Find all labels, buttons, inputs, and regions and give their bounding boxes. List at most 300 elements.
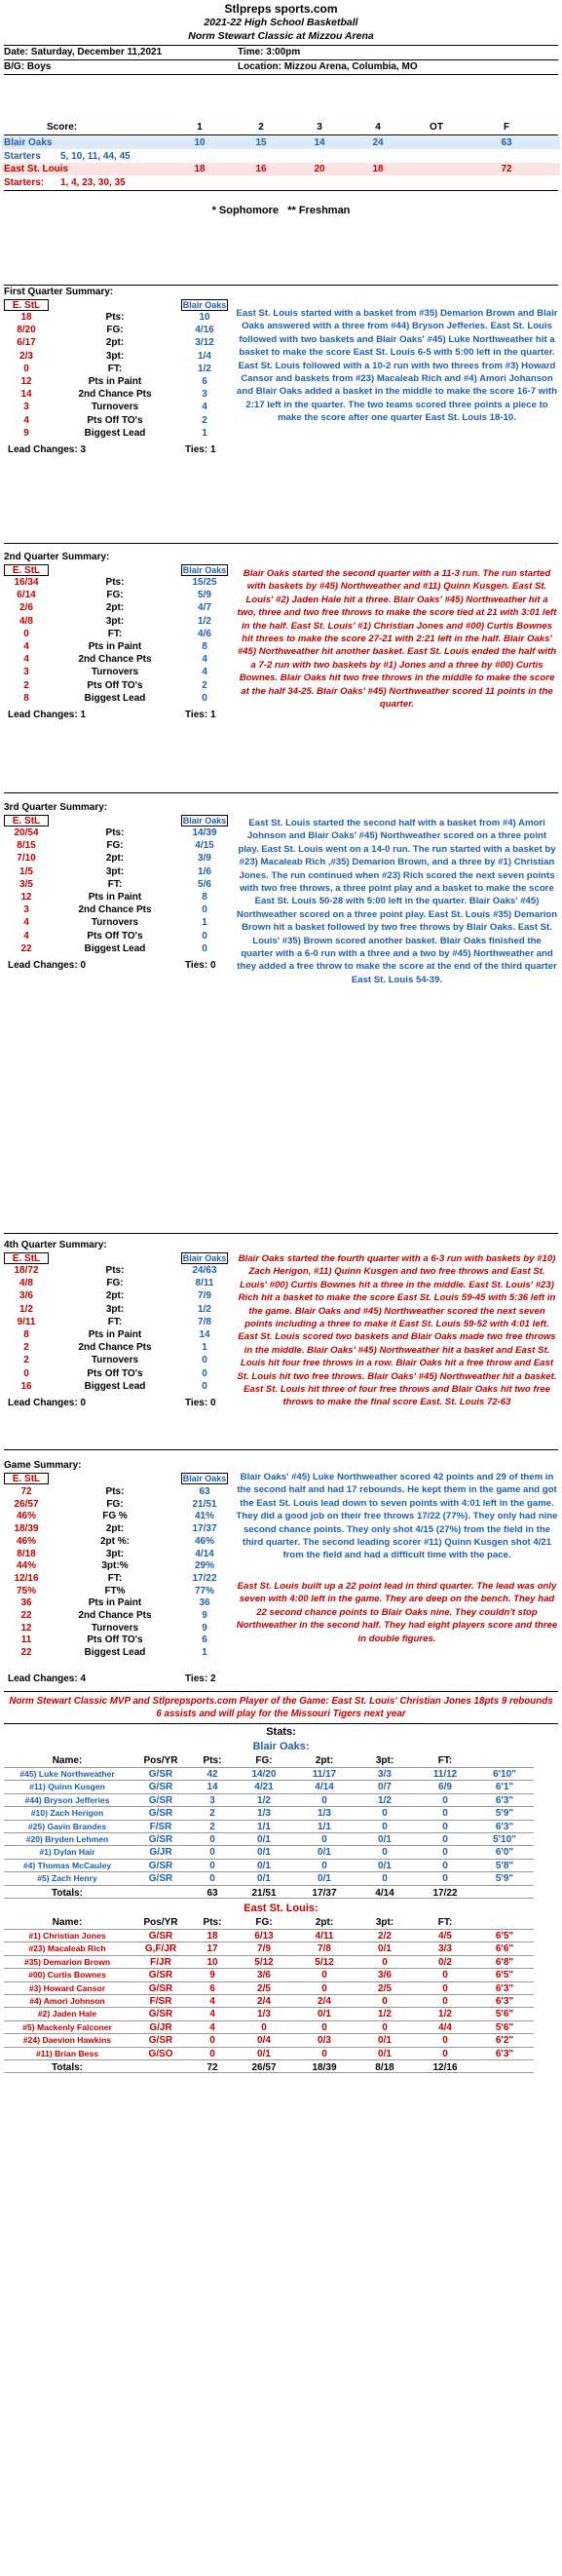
stat-label: Turnovers xyxy=(91,402,139,413)
blair-stat: 8 xyxy=(202,892,207,903)
stat-label: 3pt:% xyxy=(101,1560,129,1572)
quarter-score: 18 xyxy=(372,164,384,174)
stat-label: 2nd Chance Pts xyxy=(78,389,152,401)
player-row: 3/6 xyxy=(378,1970,392,1981)
blair-stat: 1/2 xyxy=(198,363,211,374)
player-row: 0/3 xyxy=(318,2035,331,2047)
divider xyxy=(4,45,558,46)
player-row: 5/12 xyxy=(254,1956,274,1968)
player-row: 0/1 xyxy=(257,1860,271,1871)
stat-label: 3pt: xyxy=(105,615,125,627)
stat-label: 3pt: xyxy=(105,1303,125,1315)
esl-stat: 2 xyxy=(23,679,29,691)
grid-line xyxy=(4,1832,534,1833)
player-row: 14 xyxy=(206,1782,218,1793)
player-row: 0/2 xyxy=(438,1956,452,1968)
player-row: 5'8" xyxy=(495,1860,514,1871)
player-row: 0 xyxy=(382,1821,388,1832)
blair-header: Blair Oaks xyxy=(182,1253,227,1263)
player-row: 0 xyxy=(209,1873,215,1885)
grid-line xyxy=(4,1968,534,1969)
ties: Ties: 0 xyxy=(185,960,216,971)
player-row: G/SR xyxy=(148,1769,173,1780)
esl-stat: 0 xyxy=(23,628,29,639)
player-row: G/JR xyxy=(149,1847,172,1859)
player-row: 0 xyxy=(442,1808,448,1820)
player-row: 2/5 xyxy=(257,1982,271,1994)
gender: B/G: Boys xyxy=(4,61,52,72)
player-row: 0 xyxy=(442,2035,448,2047)
grid-line xyxy=(4,2072,534,2073)
player-row: 4/14 xyxy=(315,1782,334,1793)
stat-label: 2pt: xyxy=(105,1290,125,1302)
blair-stat: 0 xyxy=(202,1367,207,1379)
player-row: 1/2 xyxy=(378,2009,392,2020)
player-row: #23) Macaleab Rich xyxy=(28,1943,106,1954)
player-row: 2/4 xyxy=(318,1996,331,2007)
blair-stat: 14/39 xyxy=(192,827,217,838)
player-row: 0/1 xyxy=(257,1873,271,1885)
blair-stat: 5/6 xyxy=(198,878,211,890)
player-row: 0/1 xyxy=(378,1943,392,1955)
esl-stat: 8/20 xyxy=(17,325,36,336)
stat-label: Pts Off TO's xyxy=(87,1634,143,1646)
blair-stat: 1/6 xyxy=(198,865,211,877)
divider xyxy=(4,1233,558,1234)
grid-line xyxy=(4,1859,534,1860)
column-header: Pos/YR xyxy=(143,1755,178,1766)
esl-stat: 0 xyxy=(23,363,29,374)
game-location: Location: Mizzou Arena, Columbia, MO xyxy=(238,61,418,72)
player-row: 4/21 xyxy=(254,1782,274,1793)
starters-label: Starters xyxy=(4,151,41,162)
stat-label: Pts Off TO's xyxy=(87,414,143,426)
player-row: 4/11 xyxy=(315,1931,334,1942)
player-row: 5'10" xyxy=(493,1834,516,1845)
summary-text: Blair Oaks' #45) Luke Northweather scored 42 points and 29 of them in the second half and had 17 rebounds. He kept them in the game and got the East St. Louis lead down to seven points with 4:01 left in the game. They did a good job on their free throws 17/22 (77%). They only had nine second chance points. They only shot 4/15 (27%) from the field in the third quarter. The second leading scorer #11) Quinn Kusgen shot 4/21 from the field and had a difficult time with the pace. xyxy=(236,1472,558,1561)
quarter-score: 63 xyxy=(501,137,512,148)
player-row: 0 xyxy=(209,2048,215,2059)
blair-stat: 1/4 xyxy=(198,350,211,362)
blair-stat: 10 xyxy=(199,312,210,323)
esl-stat: 2 xyxy=(23,1355,29,1366)
player-row: 0/1 xyxy=(318,2009,331,2020)
blair-stat: 8/11 xyxy=(195,1278,214,1289)
blair-stat: 3/9 xyxy=(198,853,211,865)
divider xyxy=(4,1691,558,1692)
totals-row: 8/18 xyxy=(375,2062,394,2073)
quarter-score: 14 xyxy=(314,137,325,148)
player-row: 0/1 xyxy=(257,1834,271,1845)
blair-stat: 7/8 xyxy=(198,1316,211,1327)
player-row: G/SR xyxy=(148,1982,173,1994)
blair-header: Blair Oaks xyxy=(182,300,227,310)
player-row: 0 xyxy=(321,1982,327,1994)
player-row: 3/6 xyxy=(257,1970,271,1981)
column-header: Pts: xyxy=(203,1917,222,1928)
lead-changes: Lead Changes: 0 xyxy=(8,960,87,971)
player-row: 0 xyxy=(442,1860,448,1871)
esl-stat: 18/39 xyxy=(14,1523,39,1535)
esl-stat: 22 xyxy=(20,942,32,954)
column-header: FG: xyxy=(255,1917,273,1928)
player-row: 0 xyxy=(382,1956,388,1968)
blair-stat: 29% xyxy=(194,1560,214,1572)
player-row: 18 xyxy=(206,1931,218,1942)
esl-stat: 6/14 xyxy=(17,590,36,601)
totals-row: 17/37 xyxy=(312,1888,337,1899)
esl-header: E. StL xyxy=(4,815,49,827)
player-row: 3 xyxy=(209,1794,215,1806)
player-row: G/SR xyxy=(148,1931,173,1942)
player-row: 1/1 xyxy=(257,1821,271,1832)
stat-label: 3pt: xyxy=(105,865,125,877)
grid-line xyxy=(4,1845,534,1846)
player-row: #11) Quinn Kusgen xyxy=(29,1782,105,1792)
stat-label: FT: xyxy=(107,1316,123,1327)
divider xyxy=(4,74,558,75)
player-row: #44) Bryson Jefferies xyxy=(24,1794,110,1805)
stat-label: FT: xyxy=(107,878,123,890)
player-row: 1/2 xyxy=(257,1794,271,1806)
player-row: 0 xyxy=(209,1834,215,1845)
blair-stat: 0 xyxy=(202,942,207,954)
player-row: 3/3 xyxy=(438,1943,452,1955)
esl-stat: 18 xyxy=(20,312,32,323)
blair-header: Blair Oaks xyxy=(182,816,227,826)
stat-label: Pts in Paint xyxy=(88,892,142,903)
grid-line xyxy=(4,1780,534,1781)
column-header: 3pt: xyxy=(375,1917,394,1928)
quarter-score: 18 xyxy=(194,164,206,174)
esl-stat: 16 xyxy=(20,1380,32,1392)
class-legend: * Sophomore ** Freshman xyxy=(211,205,351,216)
player-row: 4 xyxy=(209,2009,215,2020)
player-row: 6'3" xyxy=(495,1982,514,1994)
column-header: 2pt: xyxy=(315,1755,334,1766)
player-row: 1/2 xyxy=(378,1794,392,1806)
column-header: Pts: xyxy=(203,1755,222,1766)
blair-header: Blair Oaks xyxy=(182,1474,227,1483)
player-row: 6'3" xyxy=(495,1794,514,1806)
player-row: G/SR xyxy=(148,1782,173,1793)
summary-text: East St. Louis started the second half with a basket from #4) Amori Johnson and Blair Oaks' #45) Northweather scored on a three point play. East St. Louis went on a 14-0 run. The run started with a basket by #23) Macaleab Rich ,#35) Demarion Brown, and a three by #1) Christian Jones. The run continued when #23) Rich scored the next seven points with two free throws, a three point play and a basket to make the score East St. Louis 50-28 with 5:00 left in the quarter. Blair Oaks' #45) Northweather scored on a three point play. East St. Louis #35) Demarion Brown hit a basket followed by two free throws by Blair Oaks. East St. Louis' #35) Brown scored another basket. Blair Oaks finished the quarter with a 6-0 run with a three and a two by #45) Northweather and they added a free throw to make the score at the end of the third quarter East St. Louis 54-39. xyxy=(236,818,558,985)
stat-label: 2nd Chance Pts xyxy=(78,1342,152,1354)
stat-label: FG % xyxy=(102,1511,128,1522)
blair-stat: 1 xyxy=(202,427,207,439)
blair-stat: 9 xyxy=(202,1622,207,1634)
esl-stats-title: East St. Louis: xyxy=(244,1903,318,1914)
ties: Ties: 1 xyxy=(185,710,216,720)
blair-stat: 3 xyxy=(202,389,207,401)
stat-label: FT: xyxy=(107,363,123,374)
stat-label: 2pt: xyxy=(105,602,125,614)
esl-header: E. StL xyxy=(4,1473,49,1484)
blair-stat: 4/6 xyxy=(198,628,211,639)
totals-row: 72 xyxy=(206,2062,218,2073)
grid-line xyxy=(4,2007,534,2008)
team-name: East St. Louis xyxy=(4,164,69,174)
ties: Ties: 0 xyxy=(185,1398,216,1408)
player-row: 1/2 xyxy=(438,2009,452,2020)
player-row: 0 xyxy=(209,1860,215,1871)
stat-label: FG: xyxy=(106,1278,124,1289)
player-row: 0 xyxy=(442,1847,448,1859)
section-title: Game Summary: xyxy=(4,1460,82,1471)
esl-stat: 11 xyxy=(20,1634,32,1646)
lead-changes: Lead Changes: 0 xyxy=(8,1398,87,1408)
lead-changes: Lead Changes: 4 xyxy=(8,1673,87,1684)
blair-stat: 8 xyxy=(202,641,207,652)
blair-stat: 2 xyxy=(202,414,207,426)
player-row: 7/9 xyxy=(257,1943,271,1955)
player-row: #5) Zach Henry xyxy=(37,1873,97,1884)
player-row: 0 xyxy=(442,1794,448,1806)
esl-stat: 4/8 xyxy=(19,615,33,627)
esl-stat: 12 xyxy=(20,892,32,903)
stat-label: 2nd Chance Pts xyxy=(78,904,152,916)
score-col-header: 1 xyxy=(197,122,203,133)
stat-label: Pts: xyxy=(105,312,125,323)
blair-stat: 24/63 xyxy=(192,1265,217,1276)
grid-line xyxy=(4,1767,534,1768)
esl-stat: 8/18 xyxy=(17,1548,36,1559)
player-row: 0 xyxy=(209,1847,215,1859)
grid-line xyxy=(4,1994,534,1995)
stat-label: Turnovers xyxy=(91,917,139,929)
player-row: 1/3 xyxy=(318,1808,331,1820)
divider xyxy=(4,59,558,60)
score-row-bg xyxy=(2,163,560,175)
esl-stat: 8/15 xyxy=(17,840,36,852)
esl-stat: 44% xyxy=(16,1560,36,1572)
player-row: 0 xyxy=(382,1873,388,1885)
player-row: 4 xyxy=(209,2021,215,2033)
stats-title: Stats: xyxy=(266,1726,296,1738)
player-row: 5'9" xyxy=(495,1808,514,1820)
player-row: G/SR xyxy=(148,1860,173,1871)
esl-stat: 46% xyxy=(16,1511,36,1522)
blair-stat: 9 xyxy=(202,1610,207,1621)
player-row: 0 xyxy=(382,2021,388,2033)
totals-row: 18/39 xyxy=(312,2062,337,2073)
esl-stat: 2/6 xyxy=(19,602,33,614)
esl-stat: 12/16 xyxy=(14,1572,39,1584)
blair-stat: 7/9 xyxy=(198,1290,211,1302)
blair-stat: 46% xyxy=(194,1535,214,1547)
player-row: 6'10" xyxy=(493,1769,516,1780)
score-col-header: 4 xyxy=(375,122,381,133)
esl-header: E. StL xyxy=(4,1252,49,1264)
blair-stat: 2 xyxy=(202,679,207,691)
blair-stat: 1 xyxy=(202,1342,207,1354)
stat-label: Pts in Paint xyxy=(88,641,142,652)
blair-stat: 17/22 xyxy=(192,1572,217,1584)
player-row: 6'3" xyxy=(495,1821,514,1832)
player-row: #1) Christian Jones xyxy=(28,1931,106,1941)
stat-label: 2nd Chance Pts xyxy=(78,1610,152,1621)
totals-row: Totals: xyxy=(51,2062,84,2073)
blair-stat: 4 xyxy=(202,402,207,413)
player-row: G/SR xyxy=(148,1873,173,1885)
player-row: 0 xyxy=(321,2021,327,2033)
blair-stat: 17/37 xyxy=(192,1523,217,1535)
player-row: 0 xyxy=(321,1794,327,1806)
stat-label: Pts: xyxy=(105,827,125,838)
stat-label: Pts in Paint xyxy=(88,376,142,387)
player-row: 0 xyxy=(382,1996,388,2007)
section-title: 3rd Quarter Summary: xyxy=(4,802,108,813)
blair-stat: 63 xyxy=(199,1486,210,1497)
grid-line xyxy=(4,1820,534,1821)
game-time: Time: 3:00pm xyxy=(238,47,301,58)
blair-stat: 77% xyxy=(194,1585,214,1596)
player-row: 11/12 xyxy=(432,1769,458,1780)
esl-stat: 6/17 xyxy=(17,337,36,349)
player-row: F/SR xyxy=(149,1996,172,2007)
section-title: 2nd Quarter Summary: xyxy=(4,552,110,562)
player-row: 14/20 xyxy=(251,1769,277,1780)
esl-stat: 7/10 xyxy=(17,853,36,865)
stat-label: Pts: xyxy=(105,1265,125,1276)
stat-label: Turnovers xyxy=(91,667,139,678)
player-row: 6'1" xyxy=(495,1782,514,1793)
player-row: F/JR xyxy=(150,1956,171,1968)
stat-label: Turnovers xyxy=(91,1355,139,1366)
score-row-bg xyxy=(2,136,560,149)
column-header: FG: xyxy=(255,1755,273,1766)
player-row: 10 xyxy=(206,1956,218,1968)
stat-label: 3pt: xyxy=(105,350,125,362)
starters-list: 1, 4, 23, 30, 35 xyxy=(60,177,126,188)
blair-stat: 0 xyxy=(202,904,207,916)
player-row: 0 xyxy=(442,1982,448,1994)
totals-row: 21/51 xyxy=(251,1888,277,1899)
esl-stat: 3/6 xyxy=(19,1290,33,1302)
grid-line xyxy=(4,1885,534,1886)
player-row: 6'2" xyxy=(495,2035,514,2047)
player-row: G/SR xyxy=(148,1794,173,1806)
summary-text: Blair Oaks started the second quarter with a 11-3 run. The run started with baskets by #45) Northweather and #11) Quinn Kusgen. East St. Louis' #2) Jaden Hale hit a three. Blair Oaks' #45) Northweather hit a two, three and two free throws to make the score tied at 21 with 3:01 left in the half. East St. Louis' #1) Christian Jones and #00) Curtis Bownes hit threes to make the score 27-21 with 2:21 left in the half. Blair Oaks' #45) Northweather hit another basket. East St. Louis ended the half with a 7-2 run with two baskets by #1) Jones and a three by #00) Curtis Bownes. Blair Oaks hit two free throws in the middle to make the score at the half 34-25. Blair Oaks' #45) Northweather scored 11 points in the quarter. xyxy=(237,568,557,711)
player-row: 6'3" xyxy=(495,2048,514,2059)
player-row: #45) Luke Northweather xyxy=(19,1769,115,1779)
grid-line xyxy=(4,1981,534,1982)
player-row: 2/4 xyxy=(257,1996,271,2007)
stat-label: Biggest Lead xyxy=(84,1380,146,1392)
grid-line xyxy=(4,1955,534,1956)
player-row: G/SR xyxy=(148,1970,173,1981)
stat-label: 2pt %: xyxy=(100,1535,130,1547)
mvp-text: Norm Stewart Classic MVP and Stlprepsports.com Player of the Game: East St. Louis' Christian Jones 18pts 9 rebounds 6 assists and will play for the Missouri Tigers next year xyxy=(9,1696,553,1720)
stat-label: 2pt: xyxy=(105,337,125,349)
blair-stat: 1/2 xyxy=(198,1303,211,1315)
blair-stat: 0 xyxy=(202,1380,207,1392)
stat-label: 2nd Chance Pts xyxy=(78,654,152,666)
blair-stat: 21/51 xyxy=(192,1498,217,1510)
player-row: 0/1 xyxy=(378,2035,392,2047)
player-row: 1/3 xyxy=(257,1808,271,1820)
player-row: G/SR xyxy=(148,2035,173,2047)
score-label: Score: xyxy=(47,122,78,133)
player-row: #11) Brian Bess xyxy=(35,2048,98,2058)
blair-stat: 4/14 xyxy=(195,1548,214,1559)
player-row: 2/5 xyxy=(378,1982,392,1994)
column-header: FT: xyxy=(437,1755,453,1766)
player-row: 6/9 xyxy=(438,1782,452,1793)
player-row: 0 xyxy=(321,1834,327,1845)
player-row: #10) Zach Herigon xyxy=(30,1808,104,1819)
player-row: 7/8 xyxy=(318,1943,331,1955)
player-row: 0/1 xyxy=(378,1860,392,1871)
column-header: 2pt: xyxy=(315,1917,334,1928)
player-row: F/SR xyxy=(149,1821,172,1832)
esl-stat: 12 xyxy=(20,1622,32,1634)
blair-stats-title: Blair Oaks: xyxy=(252,1741,310,1752)
player-row: 0/1 xyxy=(378,1834,392,1845)
stat-label: FG: xyxy=(106,840,124,852)
esl-stat: 4/8 xyxy=(19,1278,33,1289)
stat-label: FT: xyxy=(107,1572,123,1584)
player-row: 4/4 xyxy=(438,2021,452,2033)
score-col-header: 2 xyxy=(258,122,264,133)
player-row: 0/1 xyxy=(378,2048,392,2059)
player-row: #35) Demarion Brown xyxy=(23,1956,111,1967)
esl-stat: 8 xyxy=(23,692,29,704)
esl-header: E. StL xyxy=(4,299,49,311)
blair-stat: 41% xyxy=(194,1511,214,1522)
player-row: #20) Bryden Lehmen xyxy=(25,1834,109,1844)
player-row: 6'5" xyxy=(495,1931,514,1942)
stat-label: Pts in Paint xyxy=(88,1597,142,1609)
player-row: 4 xyxy=(209,1996,215,2007)
player-row: #24) Daevion Hawkins xyxy=(22,2035,112,2046)
blair-stat: 36 xyxy=(199,1597,210,1609)
player-row: 42 xyxy=(206,1769,218,1780)
grid-line xyxy=(4,1871,534,1872)
stat-label: Biggest Lead xyxy=(84,692,146,704)
player-row: 0 xyxy=(442,2048,448,2059)
stat-label: Biggest Lead xyxy=(84,942,146,954)
quarter-score: 10 xyxy=(194,137,206,148)
player-row: 0/4 xyxy=(257,2035,271,2047)
player-row: G/SO xyxy=(148,2048,173,2059)
stat-label: 2pt: xyxy=(105,1523,125,1535)
divider xyxy=(4,190,558,191)
esl-stat: 4 xyxy=(23,641,29,652)
player-row: 1/1 xyxy=(318,1821,331,1832)
grid-line xyxy=(4,2059,534,2060)
site-title: Stlpreps sports.com xyxy=(224,2,338,16)
blair-stat: 1 xyxy=(202,917,207,929)
esl-stat: 75% xyxy=(16,1585,36,1596)
player-row: 1/3 xyxy=(257,2009,271,2020)
player-row: 0/1 xyxy=(257,1847,271,1859)
player-row: #5) Mackenly Falconer xyxy=(22,2021,112,2032)
esl-stat: 4 xyxy=(23,414,29,426)
stat-label: FG: xyxy=(106,1498,124,1510)
quarter-score: 24 xyxy=(372,137,384,148)
ties: Ties: 2 xyxy=(185,1673,216,1684)
player-row: 2/2 xyxy=(378,1931,392,1942)
column-header: FT: xyxy=(437,1917,453,1928)
player-row: 11/17 xyxy=(312,1769,337,1780)
player-row: 0 xyxy=(442,1834,448,1845)
column-header: 3pt: xyxy=(375,1755,394,1766)
totals-row: 12/16 xyxy=(432,2062,458,2073)
score-col-header: 3 xyxy=(317,122,322,133)
esl-stat: 72 xyxy=(20,1486,32,1497)
stat-label: FG: xyxy=(106,325,124,336)
